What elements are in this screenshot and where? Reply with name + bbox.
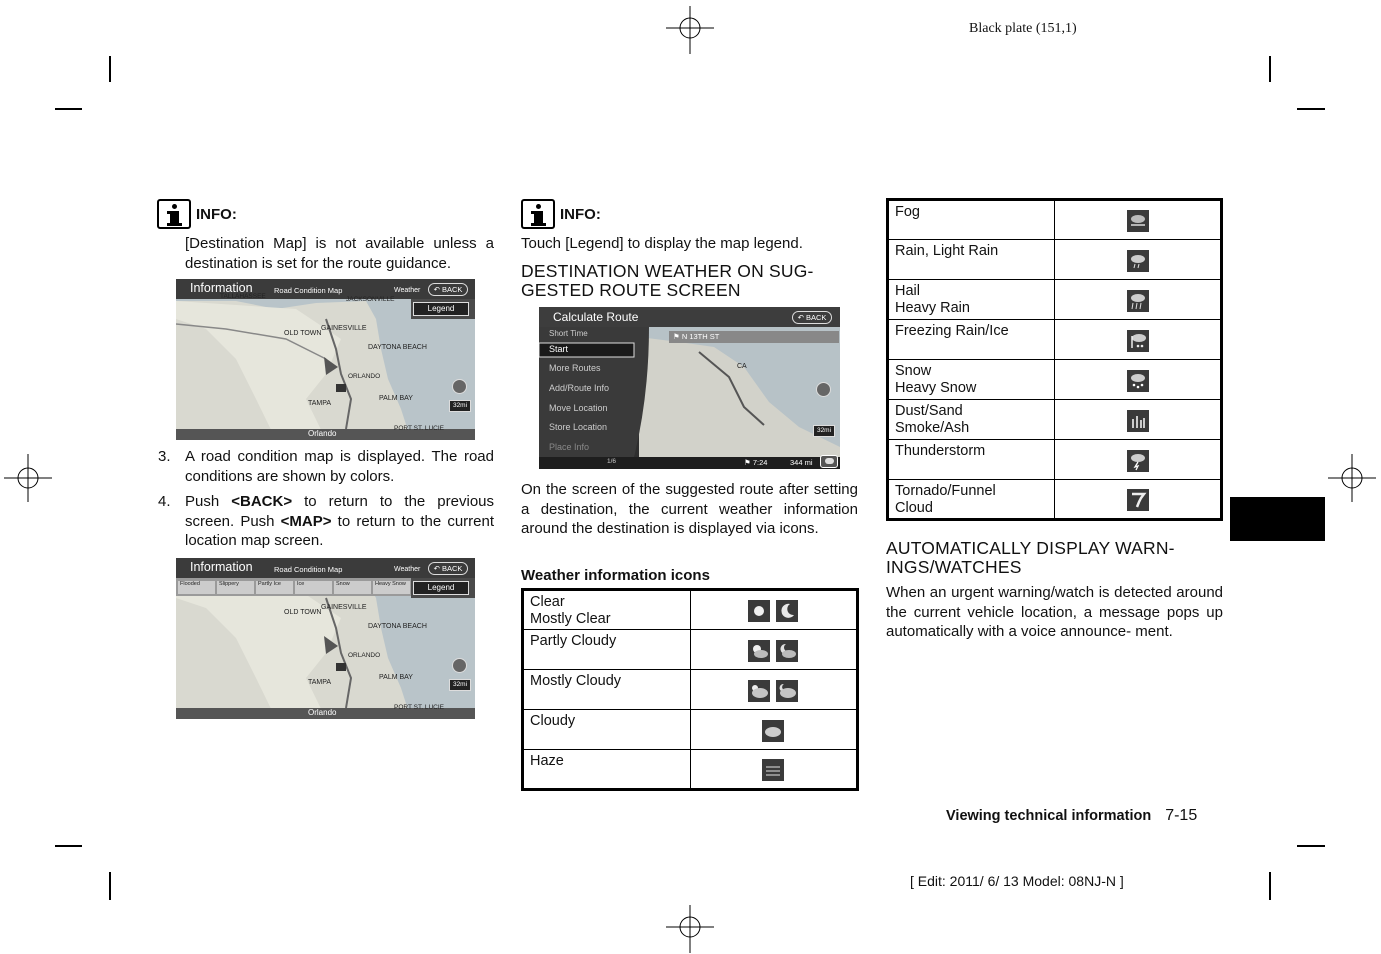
cloud-icon bbox=[762, 720, 784, 742]
menu-item-start[interactable]: Start bbox=[549, 344, 569, 354]
registration-mark bbox=[666, 6, 714, 54]
list-number: 3. bbox=[158, 448, 171, 465]
condition-label: Freezing Rain/Ice bbox=[888, 320, 1055, 360]
zoom-button[interactable] bbox=[452, 379, 467, 394]
edit-line: [ Edit: 2011/ 6/ 13 Model: 08NJ-N ] bbox=[910, 873, 1124, 889]
condition-icons bbox=[1055, 200, 1222, 240]
screen-crumb: Road Condition Map bbox=[274, 565, 343, 574]
calculate-route-screen bbox=[539, 307, 840, 469]
condition-icons bbox=[1055, 280, 1222, 320]
map-key: <MAP> bbox=[280, 512, 332, 530]
table-row bbox=[888, 240, 1222, 280]
table-row bbox=[523, 670, 858, 710]
list-text: A road condition map is displayed. The road conditions are shown by colors. bbox=[185, 448, 494, 485]
section-heading: AUTOMATICALLY DISPLAY WARN- INGS/WATCHES bbox=[886, 538, 1175, 577]
info-label: INFO: bbox=[560, 205, 601, 223]
table-row bbox=[888, 360, 1222, 400]
screen-title: Calculate Route bbox=[553, 310, 639, 324]
arrival-time: ⚑ 7:24 bbox=[744, 458, 768, 467]
screen-weather: Weather bbox=[394, 566, 421, 573]
map-label: GAINESVILLE bbox=[321, 604, 367, 611]
table-row bbox=[523, 590, 858, 630]
condition-label: Dust/Sand Smoke/Ash bbox=[888, 400, 1055, 440]
crop-mark bbox=[1297, 108, 1325, 110]
condition-icons bbox=[1055, 440, 1222, 480]
zoom-button[interactable] bbox=[816, 382, 831, 397]
plate-label: Black plate (151,1) bbox=[969, 21, 1077, 36]
crop-mark bbox=[55, 108, 82, 110]
haze-icon bbox=[762, 759, 784, 781]
partly-cloudy-day-icon bbox=[748, 640, 770, 662]
zoom-button[interactable] bbox=[452, 658, 467, 673]
crop-mark bbox=[1297, 845, 1325, 847]
scale-indicator: 32mi bbox=[449, 400, 471, 412]
map-label: GAINESVILLE bbox=[321, 325, 367, 332]
condition-icons bbox=[690, 710, 858, 750]
crop-mark bbox=[109, 872, 111, 900]
registration-mark bbox=[4, 454, 52, 502]
road-condition-screen bbox=[176, 279, 475, 440]
condition-label: Mostly Cloudy bbox=[523, 670, 691, 710]
condition-icons bbox=[690, 670, 858, 710]
partly-cloudy-night-icon bbox=[776, 640, 798, 662]
section-name: Viewing technical information bbox=[946, 808, 1152, 824]
page-footer bbox=[946, 807, 1197, 825]
menu-item[interactable]: Short Time bbox=[549, 329, 588, 338]
table-row bbox=[888, 480, 1222, 520]
weather-icons-table bbox=[521, 588, 859, 791]
moon-icon bbox=[776, 600, 798, 622]
chapter-tab bbox=[1230, 497, 1325, 541]
rain-icon bbox=[1127, 250, 1149, 272]
condition-icons bbox=[690, 630, 858, 670]
condition-label: Clear Mostly Clear bbox=[523, 590, 691, 630]
distance: 344 mi bbox=[790, 458, 813, 467]
back-label: BACK bbox=[441, 285, 463, 294]
legend-item: Flooded bbox=[178, 581, 215, 594]
back-icon: ↶ bbox=[433, 285, 440, 294]
condition-icons bbox=[690, 590, 858, 630]
back-icon: ↶ bbox=[797, 313, 804, 322]
heavy-rain-icon bbox=[1127, 290, 1149, 312]
mostly-cloudy-day-icon bbox=[748, 680, 770, 702]
screen-bottom-label: Orlando bbox=[308, 429, 337, 438]
legend-button[interactable]: Legend bbox=[413, 302, 469, 316]
sun-icon bbox=[748, 600, 770, 622]
flag-icon: ⚑ bbox=[744, 458, 751, 467]
map-label: PORT ST. LUCIE bbox=[394, 704, 444, 711]
condition-icons bbox=[1055, 400, 1222, 440]
road-condition-legend-screen bbox=[176, 558, 475, 719]
menu-item[interactable]: Place Info bbox=[549, 442, 590, 452]
map-label: OLD TOWN bbox=[284, 609, 322, 616]
freezing-rain-icon bbox=[1127, 330, 1149, 352]
map-label: ORLANDO bbox=[348, 373, 381, 380]
condition-label: Hail Heavy Rain bbox=[888, 280, 1055, 320]
table-heading: Weather information icons bbox=[521, 567, 710, 584]
legend-strip bbox=[178, 581, 410, 594]
map-label: DAYTONA BEACH bbox=[368, 344, 427, 351]
screen-title: Information bbox=[190, 281, 253, 295]
flag-icon: ⚑ bbox=[673, 332, 680, 341]
menu-item[interactable]: Move Location bbox=[549, 403, 608, 413]
cloud-icon bbox=[825, 458, 834, 464]
table-row bbox=[888, 320, 1222, 360]
list-number: 4. bbox=[158, 493, 171, 510]
condition-label: Rain, Light Rain bbox=[888, 240, 1055, 280]
page-indicator: 1/6 bbox=[607, 458, 617, 465]
menu-item[interactable]: More Routes bbox=[549, 363, 601, 373]
section-heading: DESTINATION WEATHER ON SUG- GESTED ROUTE SCREEN bbox=[521, 261, 814, 300]
registration-mark bbox=[666, 905, 714, 953]
body-text: On the screen of the suggested route after setting a destination, the current weather information around the destination is displayed via icons. bbox=[521, 481, 858, 537]
condition-icons bbox=[690, 750, 858, 790]
info-icon bbox=[521, 199, 555, 229]
screen-crumb: Road Condition Map bbox=[274, 286, 343, 295]
condition-icons bbox=[1055, 320, 1222, 360]
fog-icon bbox=[1127, 210, 1149, 232]
screen-weather: Weather bbox=[394, 287, 421, 294]
legend-item: Snow bbox=[334, 581, 371, 594]
condition-icons bbox=[1055, 360, 1222, 400]
map-label: TAMPA bbox=[308, 400, 332, 407]
screen-title: Information bbox=[190, 560, 253, 574]
condition-label: Snow Heavy Snow bbox=[888, 360, 1055, 400]
crop-mark bbox=[1269, 56, 1271, 82]
info-label: INFO: bbox=[196, 205, 237, 223]
info-icon bbox=[157, 199, 191, 229]
condition-icons bbox=[1055, 240, 1222, 280]
map-label: TALLAHASSEE bbox=[220, 293, 266, 300]
crop-mark bbox=[109, 56, 111, 82]
back-label: BACK bbox=[805, 313, 827, 322]
menu-item[interactable]: Add/Route Info bbox=[549, 383, 610, 393]
info-text: [Destination Map] is not available unless a destination is set for the route guidance. bbox=[185, 235, 494, 272]
info-text: Touch [Legend] to display the map legend. bbox=[521, 235, 803, 252]
condition-label: Cloudy bbox=[523, 710, 691, 750]
body-text: When an urgent warning/watch is detected around the current vehicle location, a message pops up automatically with a voice announce- ment. bbox=[886, 584, 1223, 640]
map-label: DAYTONA BEACH bbox=[368, 623, 427, 630]
menu-item[interactable]: Store Location bbox=[549, 422, 608, 432]
street-banner bbox=[669, 331, 839, 343]
condition-label: Thunderstorm bbox=[888, 440, 1055, 480]
back-icon: ↶ bbox=[433, 564, 440, 573]
condition-label: Tornado/Funnel Cloud bbox=[888, 480, 1055, 520]
weather-icons-table-continued bbox=[886, 198, 1223, 521]
registration-mark bbox=[1328, 454, 1376, 502]
crop-mark bbox=[1269, 872, 1271, 900]
map-label: OLD TOWN bbox=[284, 330, 322, 337]
page-number: 7-15 bbox=[1165, 807, 1198, 824]
dust-icon bbox=[1127, 410, 1149, 432]
weather-icon-button[interactable] bbox=[820, 455, 838, 468]
legend-item: Ice bbox=[295, 581, 332, 594]
table-row bbox=[888, 200, 1222, 240]
map-label: PALM BAY bbox=[379, 674, 413, 681]
back-button[interactable] bbox=[428, 562, 468, 575]
map-label: PORT ST. LUCIE bbox=[394, 425, 444, 432]
list-text: Push <BACK> to return to the previous screen. Push <MAP> to return to the current location map screen. bbox=[185, 493, 495, 549]
legend-item: Heavy Snow bbox=[373, 581, 410, 594]
map-label: JACKSONVILLE bbox=[346, 296, 395, 303]
street-name: N 13TH ST bbox=[681, 332, 720, 341]
condition-label: Partly Cloudy bbox=[523, 630, 691, 670]
condition-label: Haze bbox=[523, 750, 691, 790]
tornado-icon bbox=[1127, 489, 1149, 511]
back-button[interactable] bbox=[792, 311, 832, 324]
crop-mark bbox=[55, 845, 82, 847]
map-label: ORLANDO bbox=[348, 652, 381, 659]
thunderstorm-icon bbox=[1127, 450, 1149, 472]
back-label: BACK bbox=[441, 564, 463, 573]
condition-label: Fog bbox=[888, 200, 1055, 240]
map-label: TAMPA bbox=[308, 679, 332, 686]
legend-item: Slippery bbox=[217, 581, 254, 594]
table-row bbox=[888, 280, 1222, 320]
info-heading bbox=[157, 199, 237, 229]
table-row bbox=[523, 750, 858, 790]
screen-bottom-label: Orlando bbox=[308, 708, 337, 717]
map-label: CA bbox=[737, 363, 747, 370]
back-button[interactable] bbox=[428, 283, 468, 296]
scale-indicator: 32mi bbox=[813, 425, 835, 437]
condition-icons bbox=[1055, 480, 1222, 520]
map-label: PALM BAY bbox=[379, 395, 413, 402]
info-heading bbox=[521, 199, 601, 229]
legend-item: Partly Ice bbox=[256, 581, 293, 594]
mostly-cloudy-night-icon bbox=[776, 680, 798, 702]
legend-button[interactable]: Legend bbox=[413, 581, 469, 595]
table-row bbox=[888, 440, 1222, 480]
table-row bbox=[888, 400, 1222, 440]
snow-icon bbox=[1127, 370, 1149, 392]
back-key: <BACK> bbox=[231, 493, 293, 510]
scale-indicator: 32mi bbox=[449, 679, 471, 691]
table-row bbox=[523, 710, 858, 750]
table-row bbox=[523, 630, 858, 670]
